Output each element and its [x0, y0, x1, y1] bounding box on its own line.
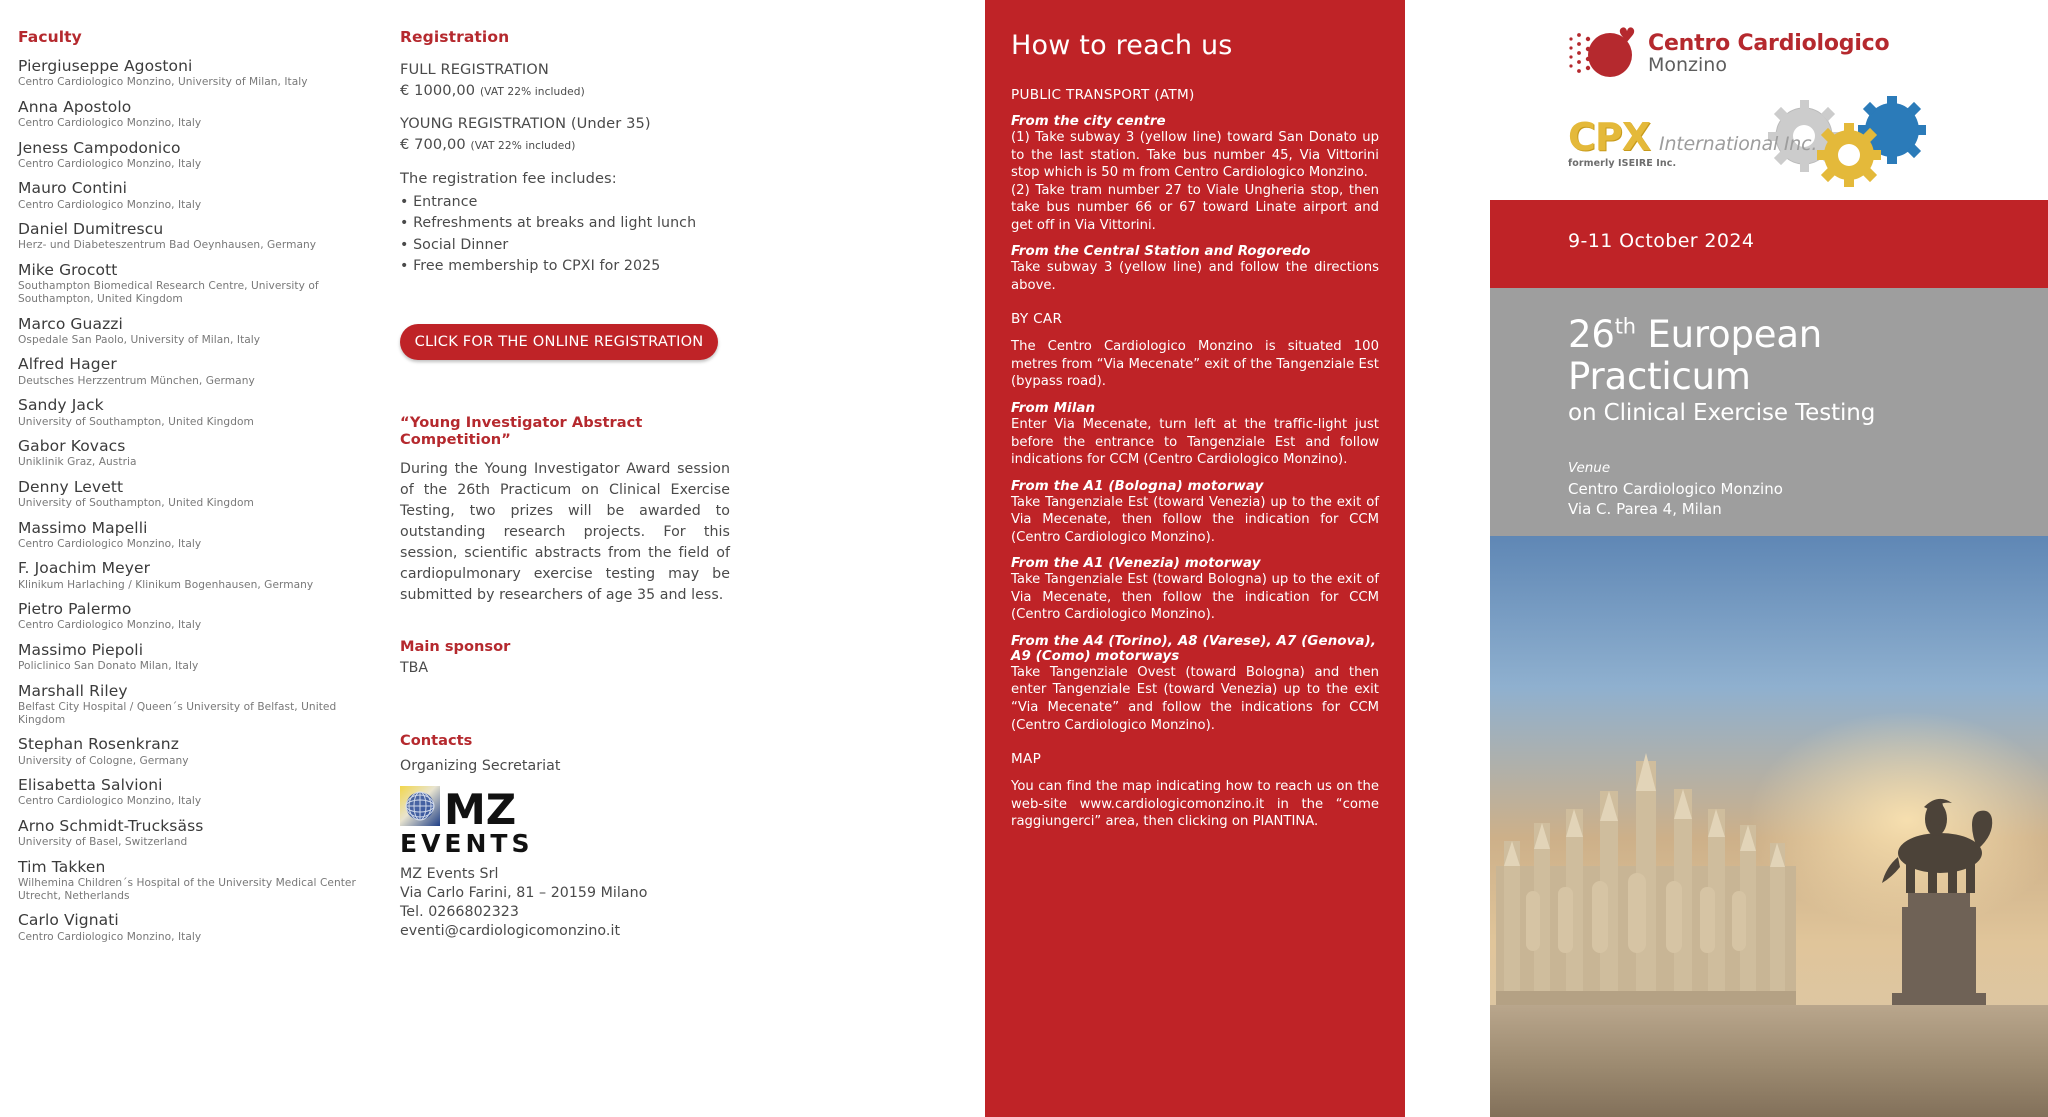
cpx-logo-former-text: formerly ISEIRE Inc. — [1568, 158, 1677, 169]
event-title-number: 26 — [1568, 313, 1615, 356]
faculty-item — [18, 601, 378, 632]
faculty-name: Sandy Jack — [18, 396, 104, 415]
event-date: 9-11 October 2024 — [1568, 230, 1755, 252]
ccm-logo-sub-text: Monzino — [1648, 53, 1727, 76]
mz-events-logo-icon — [400, 784, 580, 856]
faculty-affiliation: Centro Cardiologico Monzino, Italy — [18, 117, 202, 130]
faculty-item — [18, 642, 378, 673]
full-price-value: € 1000,00 — [400, 81, 476, 99]
fee-includes-intro: The registration fee includes: — [400, 169, 617, 187]
cover-logos-area — [1490, 0, 2048, 200]
contacts-address: Via Carlo Farini, 81 – 20159 Milano — [400, 885, 648, 902]
a4-motorways-body: Take Tangenziale Ovest (toward Bologna) and then enter Tangenziale Est (toward Venezia) up to the exit “Via Mecenate” and follow the indications for CCM (Centro Cardiologico Monzino). — [1011, 664, 1379, 733]
ccm-logo-mark-icon — [1568, 25, 1638, 83]
main-sponsor-value: TBA — [400, 660, 429, 677]
online-registration-button[interactable]: CLICK FOR THE ONLINE REGISTRATION — [400, 324, 718, 360]
cover-title-band — [1490, 288, 2048, 536]
fee-include-item: • Refreshments at breaks and light lunch — [400, 215, 697, 232]
faculty-name: Pietro Palermo — [18, 600, 132, 619]
map-kicker: MAP — [1011, 751, 1042, 768]
faculty-item — [18, 262, 378, 306]
event-title-ordinal: th — [1614, 314, 1636, 339]
from-milan-body: Enter Via Mecenate, turn left at the traffic-light just before the entrance to Tangenziale Est and follow indications for CCM (Centro Cardiologico Monzino). — [1011, 417, 1379, 468]
faculty-item — [18, 99, 378, 130]
faculty-item — [18, 180, 378, 211]
faculty-name: Alfred Hager — [18, 355, 117, 374]
faculty-item — [18, 221, 378, 252]
from-central-station-body: Take subway 3 (yellow line) and follow the directions above. — [1011, 260, 1379, 293]
faculty-affiliation: Uniklinik Graz, Austria — [18, 456, 137, 469]
faculty-name: Elisabetta Salvioni — [18, 776, 163, 795]
faculty-name: Stephan Rosenkranz — [18, 735, 179, 754]
faculty-column — [18, 28, 378, 1108]
a1-bologna-heading: From the A1 (Bologna) motorway — [1011, 478, 1264, 494]
registration-column — [400, 28, 730, 1108]
equestrian-statue-silhouette — [1844, 757, 2034, 1017]
contacts-heading: Contacts — [400, 732, 473, 750]
faculty-item — [18, 438, 378, 469]
main-sponsor-heading: Main sponsor — [400, 638, 511, 656]
event-subtitle: on Clinical Exercise Testing — [1568, 400, 1876, 426]
faculty-name: Massimo Mapelli — [18, 518, 148, 537]
faculty-item — [18, 683, 378, 727]
venue-line-2: Via C. Parea 4, Milan — [1568, 499, 1722, 518]
from-milan-heading: From Milan — [1011, 401, 1096, 417]
contacts-phone: Tel. 0266802323 — [400, 904, 519, 921]
from-city-centre-heading: From the city centre — [1011, 114, 1166, 129]
fee-include-item: • Social Dinner — [400, 236, 509, 253]
faculty-affiliation: Centro Cardiologico Monzino, University of Milan, Italy — [18, 76, 308, 89]
organizing-secretariat-label: Organizing Secretariat — [400, 758, 561, 775]
faculty-item — [18, 520, 378, 551]
faculty-affiliation: Centro Cardiologico Monzino, Italy — [18, 930, 202, 943]
heart-icon: ♥ — [1618, 23, 1636, 47]
event-title-main: European — [1635, 313, 1823, 356]
full-price-vat: (VAT 22% included) — [479, 85, 585, 98]
faculty-name: Tim Takken — [18, 857, 106, 876]
venue-address — [1568, 480, 1783, 520]
faculty-name: Piergiuseppe Agostoni — [18, 57, 193, 75]
faculty-affiliation: Southampton Biomedical Research Centre, University of Southampton, United Kingdom — [18, 280, 319, 306]
faculty-affiliation: Herz- und Diabeteszentrum Bad Oeynhausen, Germany — [18, 239, 317, 252]
faculty-affiliation: Centro Cardiologico Monzino, Italy — [18, 198, 202, 211]
faculty-item — [18, 58, 378, 89]
faculty-name: F. Joachim Meyer — [18, 559, 151, 578]
contacts-email[interactable]: eventi@cardiologicomonzino.it — [400, 923, 621, 940]
faculty-item — [18, 777, 378, 808]
young-registration-label: YOUNG REGISTRATION (Under 35) — [400, 115, 651, 133]
fee-include-item: • Free membership to CPXI for 2025 — [400, 258, 661, 275]
registration-heading: Registration — [400, 28, 510, 46]
cover-date-band — [1490, 200, 2048, 288]
cpx-logo-international-text: International Inc. — [1659, 133, 1818, 155]
faculty-name: Daniel Dumitrescu — [18, 220, 164, 239]
fee-includes-list — [400, 192, 730, 278]
public-transport-kicker: PUBLIC TRANSPORT (ATM) — [1011, 87, 1195, 103]
faculty-name: Anna Apostolo — [18, 97, 132, 116]
faculty-heading: Faculty — [18, 28, 82, 46]
by-car-kicker: BY CAR — [1011, 311, 1063, 328]
svg-text:MZ: MZ — [444, 785, 517, 835]
faculty-name: Marco Guazzi — [18, 314, 123, 333]
faculty-item — [18, 316, 378, 347]
faculty-affiliation: University of Southampton, United Kingdom — [18, 415, 254, 428]
faculty-affiliation: Centro Cardiologico Monzino, Italy — [18, 537, 202, 550]
faculty-affiliation: Deutsches Herzzentrum München, Germany — [18, 374, 255, 387]
faculty-item — [18, 140, 378, 171]
faculty-affiliation: University of Cologne, Germany — [18, 754, 189, 767]
by-car-intro: The Centro Cardiologico Monzino is situated 100 metres from “Via Mecenate” exit of the Tangenziale Est (bypass road). — [1011, 339, 1379, 390]
fee-include-item: • Entrance — [400, 193, 478, 210]
faculty-item — [18, 736, 378, 767]
faculty-item — [18, 859, 378, 903]
a4-motorways-heading-line2: A9 (Como) motorways — [1011, 648, 1180, 664]
contacts-company: MZ Events Srl — [400, 866, 499, 883]
cpx-logo-main-text: CPX — [1568, 115, 1651, 159]
a4-motorways-heading-line1: From the A4 (Torino), A8 (Varese), A7 (Genova), — [1011, 633, 1377, 649]
faculty-affiliation: Belfast City Hospital / Queen´s University of Belfast, United Kingdom — [18, 701, 337, 726]
faculty-affiliation: Wilhemina Children´s Hospital of the University Medical Center Utrecht, Netherlands — [18, 877, 356, 902]
full-registration-price — [400, 81, 730, 102]
faculty-item — [18, 818, 378, 849]
faculty-item — [18, 397, 378, 428]
faculty-name: Marshall Riley — [18, 681, 128, 700]
cpx-international-logo — [1568, 115, 1818, 169]
duomo-cathedral-silhouette — [1490, 691, 1816, 1021]
faculty-name: Gabor Kovacs — [18, 436, 126, 455]
full-registration-label: FULL REGISTRATION — [400, 61, 549, 78]
faculty-affiliation: Centro Cardiologico Monzino, Italy — [18, 157, 202, 170]
faculty-item — [18, 912, 378, 943]
from-city-centre-body-1: (1) Take subway 3 (yellow line) toward San Donato up to the last station. Take bus number 45, Via Vittorini stop which is 50 m from Centro Cardiologico Monzino. — [1011, 130, 1379, 181]
faculty-item — [18, 479, 378, 510]
faculty-affiliation: Centro Cardiologico Monzino, Italy — [18, 795, 202, 808]
faculty-name: Jeness Campodonico — [18, 138, 181, 157]
faculty-item — [18, 560, 378, 591]
from-central-station-heading: From the Central Station and Rogoredo — [1011, 244, 1311, 260]
young-investigator-body: During the Young Investigator Award session of the 26th Practicum on Clinical Exercise Testing, two prizes will be awarded to outstanding research projects. For this session, scientific abstracts from the field of cardiopulmonary exercise testing may be submitted by researchers of age 35 and less. — [400, 460, 730, 603]
young-investigator-heading: “Young Investigator Abstract Competition” — [400, 413, 643, 448]
faculty-name: Mauro Contini — [18, 179, 128, 198]
centro-cardiologico-monzino-logo — [1568, 25, 1889, 83]
event-title-second-line: Practicum — [1568, 355, 1751, 399]
svg-text:EVENTS: EVENTS — [400, 829, 534, 857]
faculty-name: Massimo Piepoli — [18, 640, 144, 659]
a1-venezia-body: Take Tangenziale Est (toward Bologna) up to the exit of Via Mecenate, then follow the indication for CCM (Centro Cardiologico Monzino). — [1011, 572, 1379, 623]
faculty-affiliation: University of Southampton, United Kingdom — [18, 497, 254, 510]
faculty-name: Mike Grocott — [18, 260, 118, 279]
milan-duomo-photo — [1490, 536, 2048, 1117]
how-to-reach-us-panel — [985, 0, 1405, 1117]
young-registration-price — [400, 135, 730, 156]
event-title — [1568, 314, 2008, 398]
faculty-affiliation: Klinikum Harlaching / Klinikum Bogenhausen, Germany — [18, 578, 314, 591]
faculty-affiliation: Ospedale San Paolo, University of Milan, Italy — [18, 333, 261, 346]
faculty-name: Carlo Vignati — [18, 911, 119, 930]
faculty-affiliation: University of Basel, Switzerland — [18, 836, 188, 849]
faculty-name: Arno Schmidt-Trucksäss — [18, 816, 204, 835]
faculty-item — [18, 356, 378, 387]
faculty-affiliation: Centro Cardiologico Monzino, Italy — [18, 619, 202, 632]
map-body: You can find the map indicating how to reach us on the web-site www.cardiologicomonzino.it in the “come raggiungerci” area, then clicking on PIANTINA. — [1011, 779, 1379, 830]
a1-bologna-body: Take Tangenziale Est (toward Venezia) up to the exit of Via Mecenate, then follow the indication for CCM (Centro Cardiologico Monzino). — [1011, 494, 1379, 545]
piazza-ground — [1490, 1005, 2048, 1117]
cover-column — [1490, 0, 2048, 1117]
young-price-vat: (VAT 22% included) — [470, 140, 576, 153]
a1-venezia-heading: From the A1 (Venezia) motorway — [1011, 556, 1261, 572]
faculty-name: Denny Levett — [18, 477, 124, 496]
young-price-value: € 700,00 — [400, 136, 466, 154]
venue-label: Venue — [1568, 460, 1611, 476]
from-city-centre-body-2: (2) Take tram number 27 to Viale Ungheria stop, then take bus number 66 or 67 toward Linate airport and get off in Via Vittorini. — [1011, 182, 1379, 233]
reach-title: How to reach us — [1011, 30, 1233, 61]
venue-line-1: Centro Cardiologico Monzino — [1568, 480, 1783, 498]
faculty-list — [18, 58, 378, 944]
mz-events-logo — [400, 784, 730, 860]
faculty-affiliation: Policlinico San Donato Milan, Italy — [18, 660, 199, 673]
ccm-logo-main-text: Centro Cardiologico — [1648, 30, 1890, 56]
